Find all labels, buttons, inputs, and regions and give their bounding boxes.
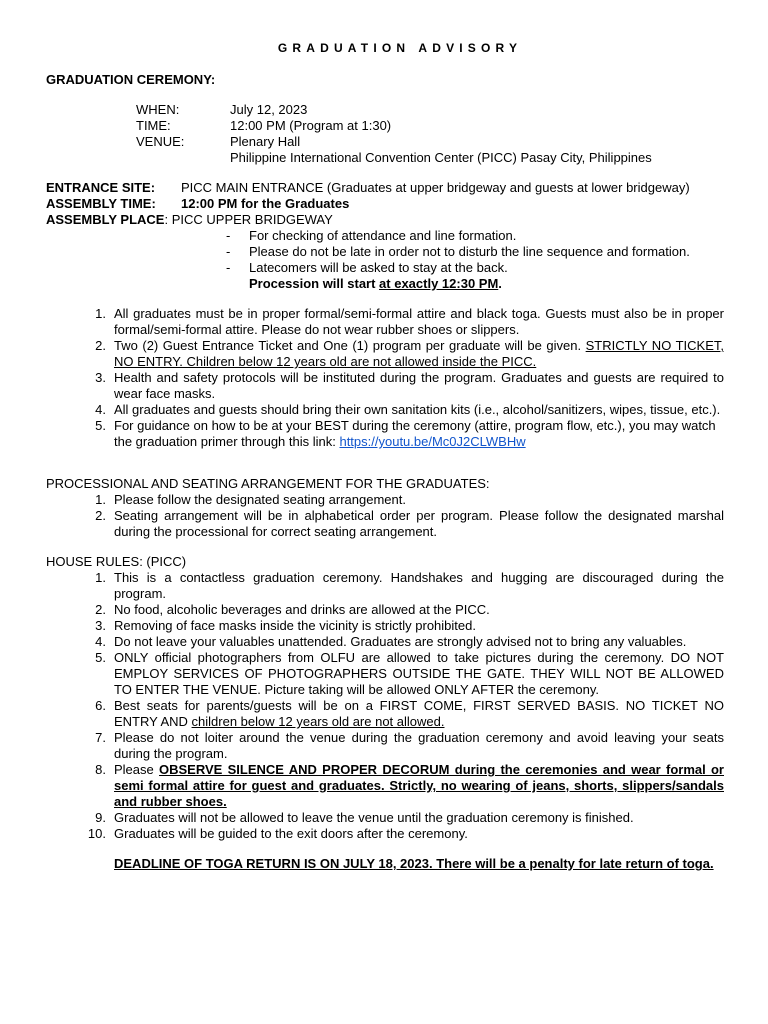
list-item: 5. For guidance on how to be at your BEST during the ceremony (attire, program flow, etc.), you may watch the graduation primer through this link: https://youtu.be/Mc0J2CLWBHw bbox=[46, 418, 724, 450]
list-item: 3. Health and safety protocols will be instituted during the program. Graduates and guests are required to wear face masks. bbox=[95, 370, 724, 401]
list-item-text: All graduates must be in proper formal/semi-formal attire and black toga. Guests must also be in proper formal/semi-formal attire. Please do not wear rubber shoes or slippers. bbox=[114, 306, 724, 337]
list-item: 8. Please OBSERVE SILENCE AND PROPER DECORUM during the ceremonies and wear formal or semi formal attire for guest and graduates. Strictly, no wearing of jeans, shorts, slippers/sandals and rubber shoes. bbox=[95, 762, 724, 809]
list-item-text: Best seats for parents/guests will be on a FIRST COME, FIRST SERVED BASIS. NO TICKET NO ENTRY AND children below 12 years old are not allowed. bbox=[114, 698, 724, 729]
advisory-document bbox=[46, 40, 724, 872]
assembly-time-label: ASSEMBLY TIME: bbox=[46, 196, 156, 211]
venue-label: VENUE: bbox=[136, 134, 185, 149]
list-item: 10. Graduates will be guided to the exit doors after the ceremony. bbox=[46, 826, 724, 842]
entrance-site-value: PICC MAIN ENTRANCE (Graduates at upper bridgeway and guests at lower bridgeway) bbox=[181, 180, 690, 195]
time-label: TIME: bbox=[136, 118, 171, 133]
note-text: For checking of attendance and line formation. bbox=[249, 228, 517, 243]
assembly-time-row bbox=[46, 196, 724, 212]
processional-heading: PROCESSIONAL AND SEATING ARRANGEMENT FOR THE GRADUATES: bbox=[46, 476, 490, 491]
list-item: 4. All graduates and guests should bring their own sanitation kits (i.e., alcohol/sanitizers, wipes, tissue, etc.). bbox=[46, 402, 724, 418]
dash-bullet: - bbox=[226, 244, 231, 259]
list-item: 5. ONLY official photographers from OLFU are allowed to take pictures during the ceremony. DO NOT EMPLOY SERVICES OF PHOTOGRAPHERS OUTSIDE THE GATE. THEY WILL NOT BE ALLOWED TO ENTER THE VENUE. Picture taking will be allowed ONLY AFTER the ceremony. bbox=[95, 650, 724, 697]
list-item-text: All graduates and guests should bring their own sanitation kits (i.e., alcohol/sanitizers, wipes, tissue, etc.). bbox=[114, 402, 721, 417]
list-item-text: Two (2) Guest Entrance Ticket and One (1) program per graduate will be given. STRICTLY NO TICKET, NO ENTRY. Children below 12 years old are not allowed inside the PICC. bbox=[114, 338, 724, 369]
processional-list bbox=[46, 492, 724, 540]
ceremony-heading: GRADUATION CEREMONY: bbox=[46, 72, 216, 87]
list-item bbox=[226, 244, 724, 260]
assembly-notes bbox=[226, 228, 724, 276]
list-item: 4. Do not leave your valuables unattended. Graduates are strongly advised not to bring any valuables. bbox=[46, 634, 724, 650]
document-title: GRADUATION ADVISORY bbox=[277, 41, 523, 55]
assembly-place-value: : PICC UPPER BRIDGEWAY bbox=[164, 212, 333, 227]
list-item-text: For guidance on how to be at your BEST during the ceremony (attire, program flow, etc.), you may watch the graduation primer through this link: https://youtu.be/Mc0J2CLWBHw bbox=[114, 418, 716, 449]
list-item-text: Removing of face masks inside the vicinity is strictly prohibited. bbox=[114, 618, 476, 633]
list-item: 1. Please follow the designated seating arrangement. bbox=[46, 492, 724, 508]
list-item: 2. Two (2) Guest Entrance Ticket and One (1) program per graduate will be given. STRICTLY NO TICKET, NO ENTRY. Children below 12 years old are not allowed inside the PICC. bbox=[95, 338, 724, 369]
assembly-place-label: ASSEMBLY PLACE bbox=[46, 212, 165, 227]
list-item bbox=[226, 228, 724, 244]
when-value: July 12, 2023 bbox=[230, 102, 308, 117]
list-item: 2. No food, alcoholic beverages and drinks are allowed at the PICC. bbox=[46, 602, 724, 618]
procession-time: at exactly 12:30 PM bbox=[379, 276, 499, 291]
when-row bbox=[46, 102, 724, 118]
venue-row bbox=[46, 134, 724, 150]
list-item: 1. This is a contactless graduation ceremony. Handshakes and hugging are discouraged during the program. bbox=[95, 570, 724, 601]
list-item: 7. Please do not loiter around the venue during the graduation ceremony and avoid leaving your seats during the program. bbox=[95, 730, 724, 761]
list-item-text: Please do not loiter around the venue during the graduation ceremony and avoid leaving your seats during the program. bbox=[114, 730, 724, 761]
list-item: 9. Graduates will not be allowed to leave the venue until the graduation ceremony is finished. bbox=[46, 810, 724, 826]
primer-link[interactable]: https://youtu.be/Mc0J2CLWBHw bbox=[339, 434, 526, 449]
list-item-text: ONLY official photographers from OLFU are allowed to take pictures during the ceremony. DO NOT EMPLOY SERVICES OF PHOTOGRAPHERS OUTSIDE THE GATE. THEY WILL NOT BE ALLOWED TO ENTER THE VENUE. Picture taking will be allowed ONLY AFTER the ceremony. bbox=[114, 650, 724, 697]
dash-bullet: - bbox=[226, 260, 231, 275]
venue-row-2 bbox=[46, 150, 724, 166]
procession-start: Procession will start at exactly 12:30 PM. bbox=[249, 276, 502, 291]
list-item-text: Health and safety protocols will be instituted during the program. Graduates and guests are required to wear face masks. bbox=[114, 370, 724, 401]
time-value: 12:00 PM (Program at 1:30) bbox=[230, 118, 392, 133]
note-text: Latecomers will be asked to stay at the back. bbox=[249, 260, 508, 275]
time-row bbox=[46, 118, 724, 134]
list-item: 6. Best seats for parents/guests will be on a FIRST COME, FIRST SERVED BASIS. NO TICKET NO ENTRY AND children below 12 years old are not allowed. bbox=[95, 698, 724, 729]
list-item-text: This is a contactless graduation ceremony. Handshakes and hugging are discouraged during the program. bbox=[114, 570, 724, 601]
general-guidelines-list bbox=[46, 306, 724, 450]
venue-value: Plenary Hall bbox=[230, 134, 301, 149]
list-item-text: No food, alcoholic beverages and drinks are allowed at the PICC. bbox=[114, 602, 490, 617]
list-item-text: Please follow the designated seating arrangement. bbox=[114, 492, 406, 507]
list-item: 1. All graduates must be in proper formal/semi-formal attire and black toga. Guests must also be in proper formal/semi-formal attire. Please do not wear rubber shoes or slippers. bbox=[95, 306, 724, 337]
assembly-time-value: 12:00 PM for the Graduates bbox=[181, 196, 350, 211]
house-rules-heading: HOUSE RULES: (PICC) bbox=[46, 554, 187, 569]
list-item-text: Do not leave your valuables unattended. Graduates are strongly advised not to bring any valuables. bbox=[114, 634, 687, 649]
note-text: Please do not be late in order not to disturb the line sequence and formation. bbox=[249, 244, 690, 259]
list-item: 3. Removing of face masks inside the vicinity is strictly prohibited. bbox=[46, 618, 724, 634]
list-item bbox=[226, 260, 724, 276]
assembly-place-row bbox=[46, 212, 724, 228]
entrance-site-label: ENTRANCE SITE: bbox=[46, 180, 156, 195]
dash-bullet: - bbox=[226, 228, 231, 243]
list-item-text: Seating arrangement will be in alphabetical order per program. Please follow the designated marshal during the processional for correct seating arrangement. bbox=[114, 508, 724, 539]
list-item-text: Graduates will be guided to the exit doors after the ceremony. bbox=[114, 826, 468, 841]
house-rules-list bbox=[46, 570, 724, 842]
venue-address: Philippine International Convention Center (PICC) Pasay City, Philippines bbox=[230, 150, 652, 165]
list-item: 2. Seating arrangement will be in alphabetical order per program. Please follow the designated marshal during the processional for correct seating arrangement. bbox=[95, 508, 724, 539]
entrance-site-row bbox=[46, 180, 724, 196]
toga-return-deadline: DEADLINE OF TOGA RETURN IS ON JULY 18, 2023. There will be a penalty for late return of toga. bbox=[114, 856, 714, 871]
when-label: WHEN: bbox=[136, 102, 180, 117]
list-item-text: Please OBSERVE SILENCE AND PROPER DECORUM during the ceremonies and wear formal or semi formal attire for guest and graduates. Strictly, no wearing of jeans, shorts, slippers/sandals and rubber shoes. bbox=[114, 762, 724, 809]
list-item-text: Graduates will not be allowed to leave the venue until the graduation ceremony is finished. bbox=[114, 810, 634, 825]
